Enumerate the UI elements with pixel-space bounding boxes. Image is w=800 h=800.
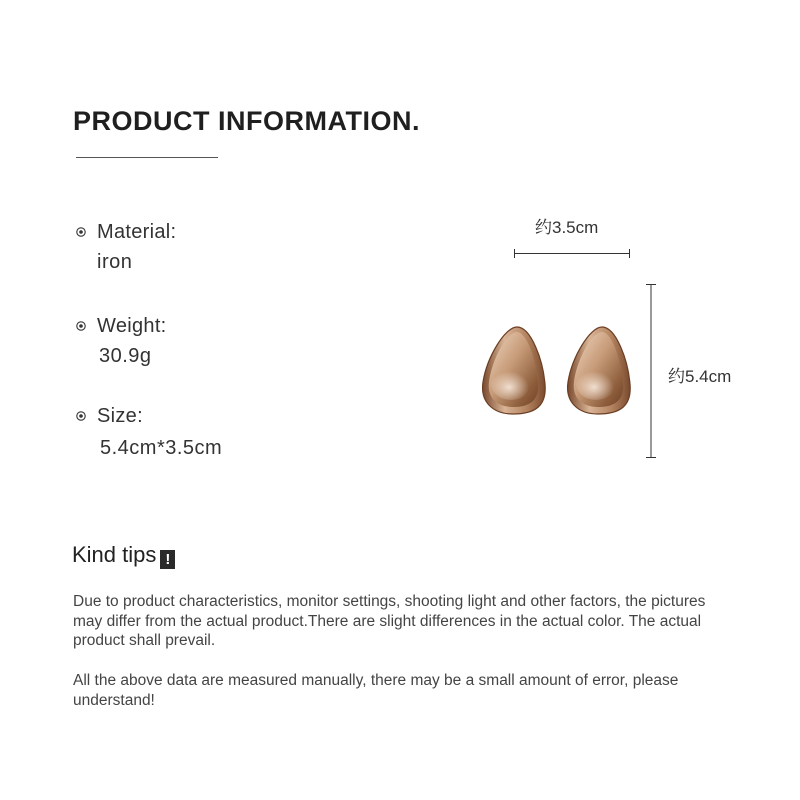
tips-paragraph: All the above data are measured manually, there may be a small amount of error, please understand! [73, 672, 679, 709]
target-bullet-icon [76, 411, 86, 421]
earring-right [568, 327, 631, 414]
spec-label: Material: [97, 221, 177, 243]
earrings-image [475, 322, 640, 422]
target-bullet-icon [76, 321, 86, 331]
title-underline [76, 157, 218, 158]
earring-left [483, 327, 546, 414]
target-bullet-icon [76, 227, 86, 237]
spec-value: 5.4cm*3.5cm [100, 437, 223, 459]
kind-tips-title: Kind tips [72, 542, 157, 567]
spec-label: Weight: [97, 315, 167, 337]
spec-value: iron [97, 251, 133, 273]
page-title: PRODUCT INFORMATION. [73, 106, 420, 136]
width-dimension-line [514, 248, 630, 259]
spec-label: Size: [97, 405, 143, 427]
tips-paragraph: Due to product characteristics, monitor settings, shooting light and other factors, the pictures may differ from the actual product.There are slight differences in the actual color. The actual product shall prevail. [73, 593, 706, 649]
kind-tips-heading [72, 542, 175, 569]
height-dimension-line [645, 284, 657, 458]
spec-value: 30.9g [99, 345, 152, 367]
height-dimension-label: 约5.4cm [668, 367, 732, 386]
exclamation-icon: ! [160, 550, 175, 569]
width-dimension-label: 约3.5cm [535, 218, 599, 237]
